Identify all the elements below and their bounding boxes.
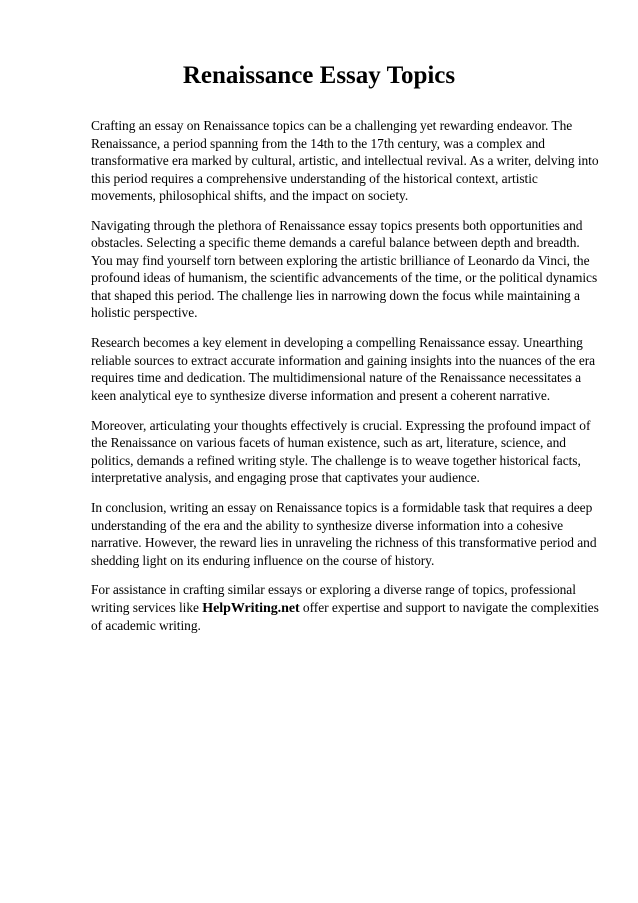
paragraph-conclusion: In conclusion, writing an essay on Renaissance topics is a formidable task that requires a deep understanding of the era and the ability to synthesize diverse information into a cohesive narrative. However, the reward lies in unraveling the richness of this transformative period and shedding light on its enduring influence on the course of history. (91, 500, 597, 568)
paragraph-articulation: Moreover, articulating your thoughts effectively is crucial. Expressing the profound impact of the Renaissance on various facets of human existence, such as art, literature, science, and politics, demands a refined writing style. The challenge is to weave together historical facts, interpretative analysis, and engaging prose that captivates your audience. (91, 417, 591, 486)
paragraph-intro: Crafting an essay on Renaissance topics can be a challenging yet rewarding endeavor. The Renaissance, a period spanning from the 14th to the 17th century, was a complex and transformative era marked by cultural, artistic, and intellectual revival. As a writer, delving into this period requires a comprehensive understanding of the historical context, artistic movements, philosophical shifts, and the impact on society. (91, 118, 599, 203)
page-title: Renaissance Essay Topics (182, 62, 456, 89)
closing-text-after: offer expertise and support to navigate the complexities of academic writing. (91, 599, 599, 634)
document-body (91, 117, 603, 647)
closing-text-before: For assistance in crafting similar essays or exploring a diverse range of topics, professional writing services like (91, 582, 576, 615)
paragraph-topics: Navigating through the plethora of Renaissance essay topics presents both opportunities and obstacles. Selecting a specific theme demands a careful balance between depth and breadth. You may find yourself torn between exploring the artistic brilliance of Leonardo da Vinci, the profound ideas of humanism, the scientific advancements of the time, or the political dynamics that shaped this period. The challenge lies in narrowing down the focus while maintaining a holistic perspective. (91, 217, 598, 321)
paragraph-research: Research becomes a key element in developing a compelling Renaissance essay. Unearthing reliable sources to extract accurate information and gaining insights into the nuances of the era requires time and dedication. The multidimensional nature of the Renaissance necessitates a keen analytical eye to synthesize diverse information and present a coherent narrative. (91, 335, 596, 403)
paragraph-closing (91, 581, 603, 635)
helpwriting-link[interactable]: HelpWriting.net (202, 600, 300, 616)
